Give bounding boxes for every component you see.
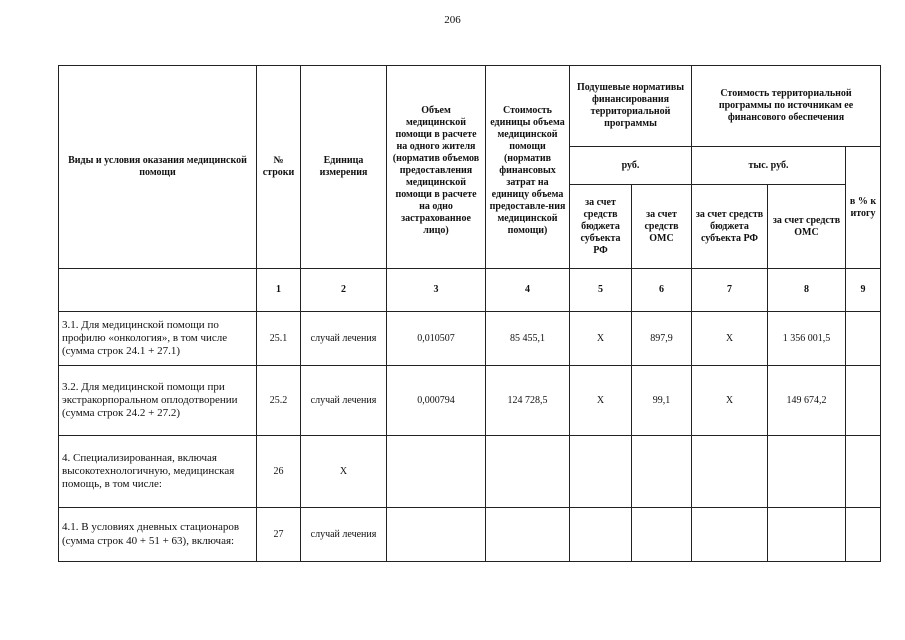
row-name: 3.2. Для медицинской помощи при экстракорпоральном оплодотворении (сумма строк 24.2 + 27.2) <box>59 366 257 436</box>
row-cost: 85 455,1 <box>486 312 570 366</box>
row-col7: X <box>692 366 768 436</box>
row-col8 <box>768 508 846 562</box>
header-budget-rub: за счет средств бюджета субъекта РФ <box>570 185 632 269</box>
header-care-type: Виды и условия оказания медицинской помощи <box>59 66 257 269</box>
row-col6: 897,9 <box>632 312 692 366</box>
row-volume: 0,010507 <box>387 312 486 366</box>
row-col5 <box>570 436 632 508</box>
row-number: 27 <box>257 508 301 562</box>
row-number: 25.2 <box>257 366 301 436</box>
col-number: 5 <box>570 269 632 312</box>
row-col9 <box>846 508 881 562</box>
row-col8: 149 674,2 <box>768 366 846 436</box>
col-number <box>59 269 257 312</box>
header-unit-cost: Стоимость единицы объема медицинской помощи (норматив финансовых затрат на единицу объема предоставле-ния медицинской помощи) <box>486 66 570 269</box>
table-row <box>59 312 881 366</box>
row-volume <box>387 436 486 508</box>
row-col9 <box>846 312 881 366</box>
row-name: 3.1. Для медицинской помощи по профилю «онкология», в том числе (сумма строк 24.1 + 27.1) <box>59 312 257 366</box>
row-unit: случай лечения <box>301 508 387 562</box>
row-col5: X <box>570 312 632 366</box>
header-program-cost: Стоимость территориальной программы по источникам ее финансового обеспечения <box>692 66 881 147</box>
row-col9 <box>846 436 881 508</box>
row-cost <box>486 436 570 508</box>
header-unit: Единица измерения <box>301 66 387 269</box>
column-number-row <box>59 269 881 312</box>
col-number: 8 <box>768 269 846 312</box>
row-number: 26 <box>257 436 301 508</box>
row-col5: X <box>570 366 632 436</box>
header-budget-tys: за счет средств бюджета субъекта РФ <box>692 185 768 269</box>
header-tys-rub: тыс. руб. <box>692 147 846 185</box>
row-unit: случай лечения <box>301 312 387 366</box>
row-name: 4.1. В условиях дневных стационаров (сумма строк 40 + 51 + 63), включая: <box>59 508 257 562</box>
col-number: 9 <box>846 269 881 312</box>
row-name: 4. Специализированная, включая высокотехнологичную, медицинская помощь, в том числе: <box>59 436 257 508</box>
page-number: 206 <box>444 14 461 26</box>
header-volume: Объем медицинской помощи в расчете на одного жителя (норматив объемов предоставления медицинской помощи в расчете на одно застрахованное лицо) <box>387 66 486 269</box>
row-col5 <box>570 508 632 562</box>
row-number: 25.1 <box>257 312 301 366</box>
table-row <box>59 508 881 562</box>
row-col7 <box>692 436 768 508</box>
row-col7: X <box>692 312 768 366</box>
row-cost: 124 728,5 <box>486 366 570 436</box>
row-col9 <box>846 366 881 436</box>
financing-table <box>58 65 881 562</box>
header-percent: в % к итогу <box>846 147 881 269</box>
header-oms-rub: за счет средств ОМС <box>632 185 692 269</box>
col-number: 3 <box>387 269 486 312</box>
row-volume <box>387 508 486 562</box>
row-unit: случай лечения <box>301 366 387 436</box>
row-col8: 1 356 001,5 <box>768 312 846 366</box>
header-per-capita-norms: Подушевые нормативы финансирования территориальной программы <box>570 66 692 147</box>
row-col7 <box>692 508 768 562</box>
col-number: 2 <box>301 269 387 312</box>
row-unit: X <box>301 436 387 508</box>
table-row <box>59 436 881 508</box>
row-volume: 0,000794 <box>387 366 486 436</box>
header-row-number: № строки <box>257 66 301 269</box>
row-col8 <box>768 436 846 508</box>
table-row <box>59 366 881 436</box>
col-number: 4 <box>486 269 570 312</box>
col-number: 7 <box>692 269 768 312</box>
header-oms-tys: за счет средств ОМС <box>768 185 846 269</box>
row-cost <box>486 508 570 562</box>
header-rub: руб. <box>570 147 692 185</box>
row-col6 <box>632 436 692 508</box>
col-number: 6 <box>632 269 692 312</box>
row-col6: 99,1 <box>632 366 692 436</box>
col-number: 1 <box>257 269 301 312</box>
row-col6 <box>632 508 692 562</box>
